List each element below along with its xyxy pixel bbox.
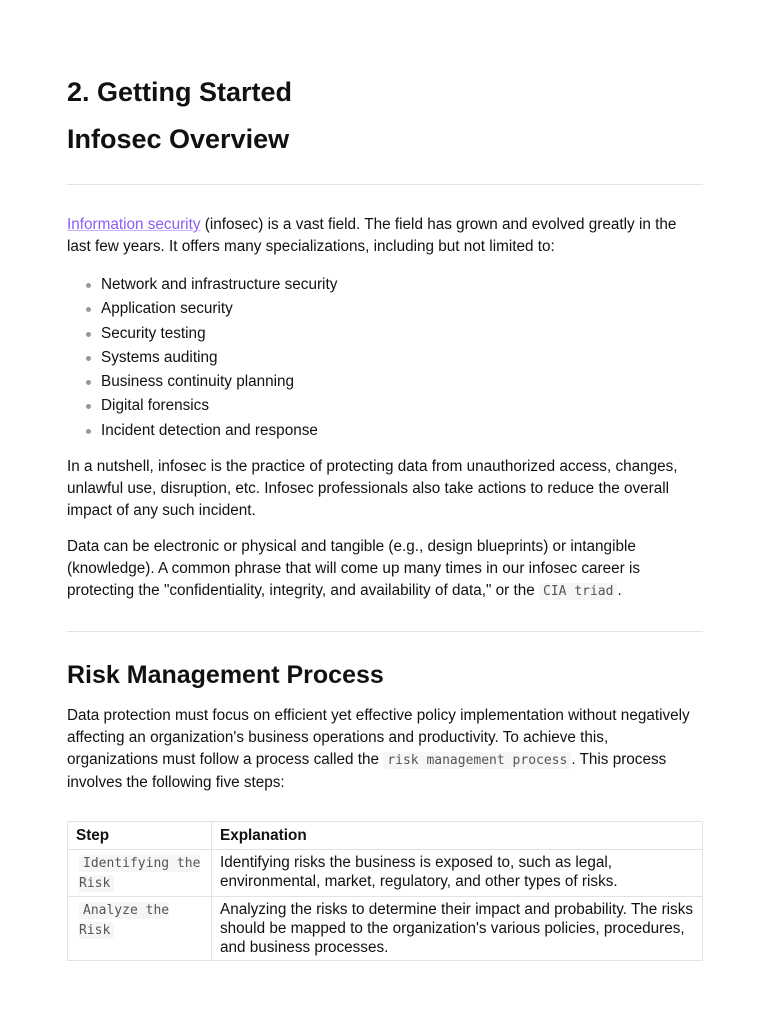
list-item-text: Systems auditing — [101, 348, 218, 366]
bullet-icon — [86, 307, 91, 312]
intro-text: (infosec) is a vast field. The field has grown and evolved greatly in the last few years. It offers many specializations, including but not limited to: — [67, 216, 677, 255]
divider — [67, 184, 703, 185]
column-header-step: Step — [68, 822, 212, 850]
explanation-cell: Analyzing the risks to determine their impact and probability. The risks should be mapped to the organization's various policies, procedures, and business processes. — [212, 897, 703, 961]
bullet-icon — [86, 332, 91, 337]
list-item — [67, 346, 703, 370]
divider — [67, 631, 703, 632]
table-row — [68, 850, 703, 897]
step-code: Analyze the Risk — [79, 903, 170, 938]
list-item-text: Network and infrastructure security — [101, 276, 338, 293]
table-row — [68, 897, 703, 961]
risk-paragraph-text: Data protection must focus on efficient yet effective policy implementation without negatively affecting an organization's business operations and productivity. To achieve this, organizations must follow a process called the — [67, 707, 690, 768]
explanation-cell: Identifying risks the business is exposed to, such as legal, environmental, market, regulatory, and other types of risks. — [212, 850, 703, 897]
list-item — [67, 419, 703, 443]
data-paragraph-text: Data can be electronic or physical and tangible (e.g., design blueprints) or intangible (knowledge). A common phrase that will come up many times in our infosec career is protecting the "confidentiality, integrity, and availability of data," or the — [67, 538, 641, 599]
step-cell — [68, 850, 212, 897]
bullet-icon — [86, 356, 91, 361]
list-item-text: Business continuity planning — [101, 373, 295, 391]
page-title: Infosec Overview — [67, 124, 290, 154]
risk-steps-table — [67, 821, 703, 961]
bullet-icon — [86, 380, 91, 385]
table-header-row — [68, 822, 703, 850]
list-item-text: Incident detection and response — [101, 421, 318, 439]
data-paragraph — [67, 536, 703, 603]
list-item — [67, 322, 703, 346]
bullet-icon — [86, 429, 91, 434]
list-item-text: Digital forensics — [101, 397, 209, 415]
list-item — [67, 273, 703, 297]
list-item — [67, 297, 703, 321]
bullet-icon — [86, 404, 91, 409]
intro-paragraph — [67, 214, 703, 258]
risk-management-process-code: risk management process — [383, 752, 571, 769]
list-item-text: Application security — [101, 300, 233, 318]
data-paragraph-end: . — [617, 582, 622, 599]
section-heading-risk-management: Risk Management Process — [67, 661, 384, 689]
step-cell — [68, 897, 212, 961]
list-item — [67, 370, 703, 394]
specializations-list — [67, 273, 703, 443]
column-header-explanation: Explanation — [212, 822, 703, 850]
list-item — [67, 394, 703, 418]
nutshell-paragraph: In a nutshell, infosec is the practice of protecting data from unauthorized access, changes, unlawful use, disruption, etc. Infosec professionals also take actions to reduce the overall impact of any such incident. — [67, 458, 678, 519]
list-item-text: Security testing — [101, 324, 206, 342]
information-security-link[interactable]: Information security — [67, 216, 201, 233]
risk-paragraph-end: . This process involves the following five steps: — [67, 751, 667, 791]
bullet-icon — [86, 283, 91, 288]
risk-paragraph — [67, 705, 703, 794]
cia-triad-code: CIA triad — [539, 583, 617, 600]
step-code: Identifying the Risk — [79, 856, 201, 891]
section-heading-getting-started: 2. Getting Started — [67, 77, 293, 107]
